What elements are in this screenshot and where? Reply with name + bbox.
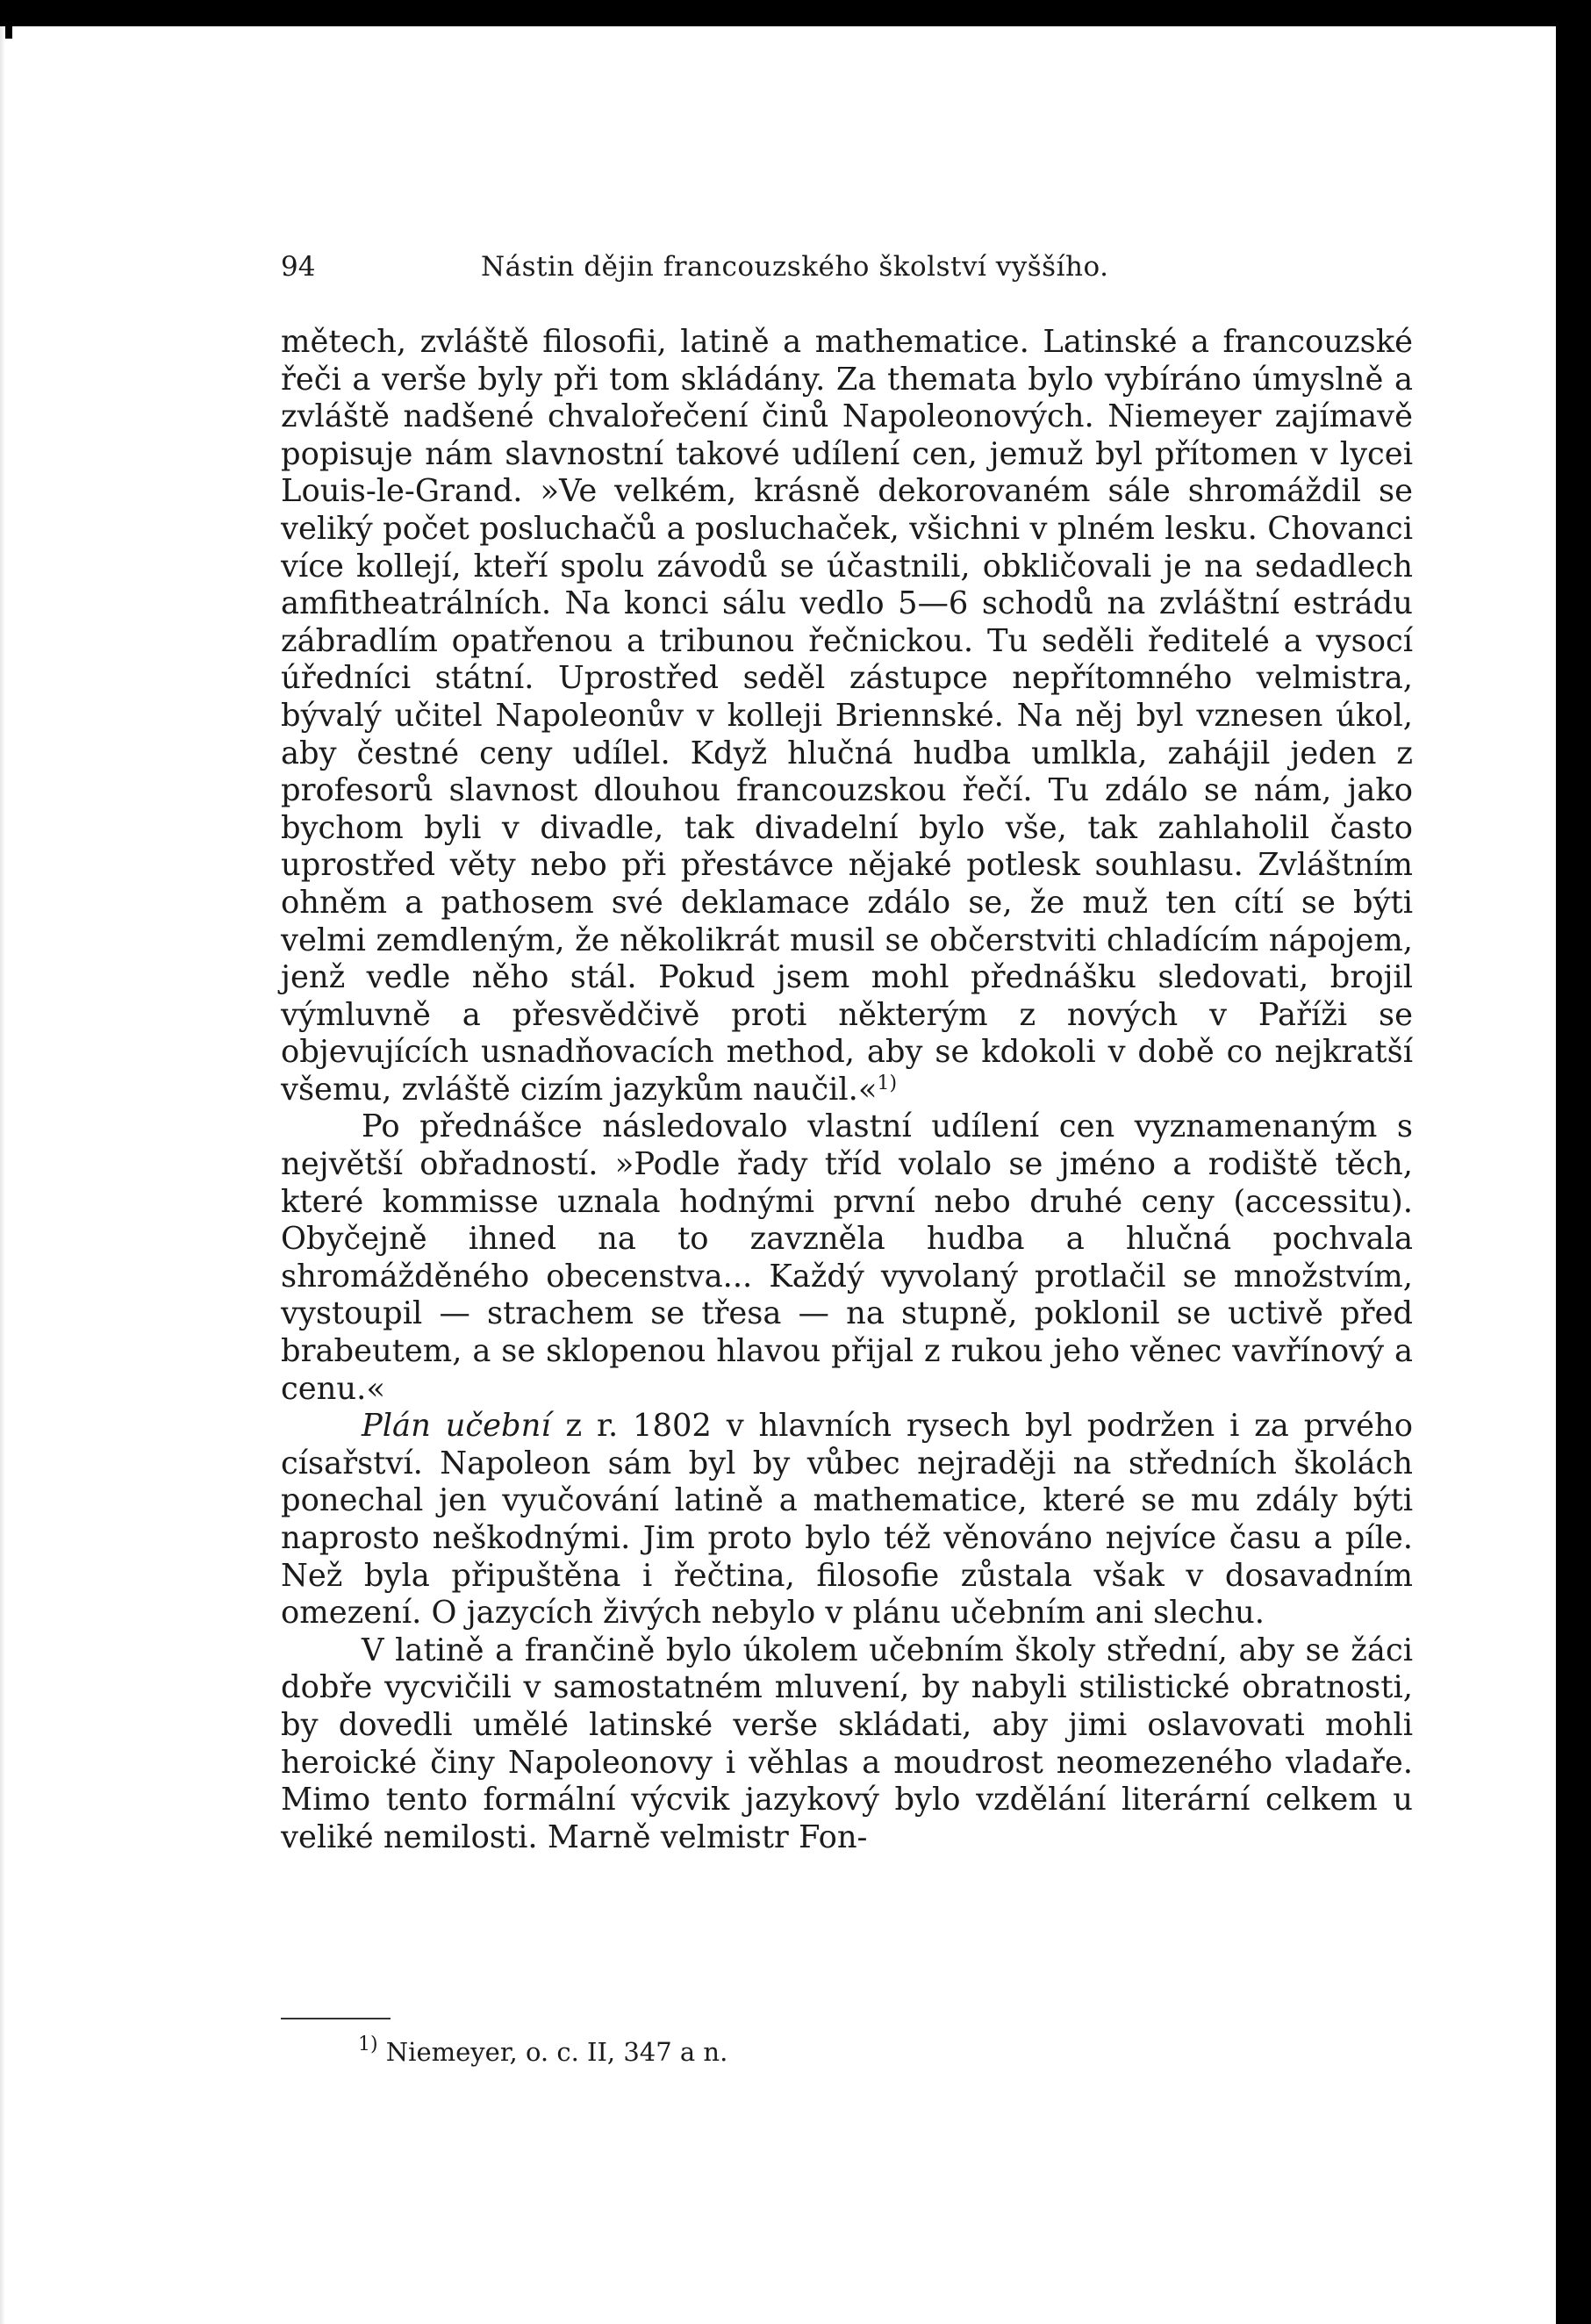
footnote-divider xyxy=(281,2018,391,2019)
paragraph-1-text: mětech, zvláště filosofii, latině a mathematice. Latinské a francouzské řeči a verše byly při tom skládány. Za themata bylo vybíráno úmyslně a zvláště nadšené chvalořečení činů Napoleonových. Niemeyer zajímavě popisuje nám slavnostní takové udílení cen, jemuž byl přítomen v lycei Louis-le-Grand. »Ve velkém, krásně dekorovaném sále shromáždil se veliký počet posluchačů a posluchaček, všichni v plném lesku. Chovanci více kollejí, kteří spolu závodů se účastnili, obkličovali je na sedadlech amfitheatrálních. Na konci sálu vedlo 5—6 schodů na zvláštní estrádu zábradlím opatřenou a tribunou řečnickou. Tu seděli ředitelé a vysocí úředníci státní. Uprostřed seděl zástupce nepřítomného velmistra, bývalý učitel Napoleonův v kolleji Briennské. Na něj byl vznesen úkol, aby čestné ceny udílel. Když hlučná hudba umlkla, zahájil jeden z profesorů slavnost dlouhou francouzskou řečí. Tu zdálo se nám, jako bychom byli v divadle, tak divadelní bylo vše, tak zahlaholil často uprostřed věty nebo při přestávce nějaké potlesk souhlasu. Zvláštním ohněm a pathosem své deklamace zdálo se, že muž ten cítí se býti velmi zemdleným, že několikrát musil se občerstviti chladícím nápojem, jenž vedle něho stál. Pokud jsem mohl přednášku sledovati, brojil výmluvně a přesvědčivě proti některým z nových v Paříži se objevujících usnadňovacích method, aby se kdokoli v době co nejkratší všemu, zvláště cizím jazykům naučil.« xyxy=(281,324,1413,1108)
paragraph-3-italic-lead: Plán učební xyxy=(362,1408,551,1445)
paragraph-1 xyxy=(281,324,1413,1108)
footnote xyxy=(358,2036,727,2068)
footnote-reference: 1) xyxy=(877,1072,898,1094)
footnote-marker: 1) xyxy=(358,2034,378,2055)
paragraph-2: Po přednášce následovalo vlastní udílení cen vyznamenaným s největší obřadností. »Podle řady tříd volalo se jméno a rodiště těch, které kommisse uznala hodnými první nebo druhé ceny (accessitu). Obyčejně ihned na to zavzněla hudba a hlučná pochvala shromážděného obecenstva... Každý vyvolaný protlačil se množstvím, vystoupil — strachem se třesa — na stupně, poklonil se uctivě před brabeutem, a se sklopenou hlavou přijal z rukou jeho věnec vavřínový a cenu.« xyxy=(281,1108,1413,1407)
scan-border-right xyxy=(1556,0,1591,2324)
running-head xyxy=(281,251,1422,286)
paragraph-4: V latině a frančině bylo úkolem učebním školy střední, aby se žáci dobře vycvičili v samostatném mluvení, by nabyli stilistické obratnosti, by dovedli umělé latinské verše skládati, aby jimi oslavovati mohli heroické činy Napoleonovy i věhlas a moudrost neomezeného vladaře. Mimo tento formální výcvik jazykový bylo vzdělání literární celkem u veliké nemilosti. Marně velmistr Fon- xyxy=(281,1632,1413,1855)
body-text xyxy=(281,324,1413,1856)
paragraph-3 xyxy=(281,1408,1413,1632)
page-number: 94 xyxy=(281,251,316,283)
footnote-text: Niemeyer, o. c. II, 347 a n. xyxy=(377,2037,728,2067)
header-title: Nástin dějin francouzského školství vyššího. xyxy=(481,251,1109,283)
paragraph-3-text: z r. 1802 v hlavních rysech byl podržen i za prvého císařství. Napoleon sám byl by vůbec nejraději na středních školách ponechal jen vyučování latině a mathematice, které se mu zdály býti naprosto neškodnými. Jim proto bylo též věnováno nejvíce času a píle. Než byla připuštěna i řečtina, filosofie zůstala však v dosavadním omezení. O jazycích živých nebylo v plánu učebním ani slechu. xyxy=(281,1408,1413,1632)
